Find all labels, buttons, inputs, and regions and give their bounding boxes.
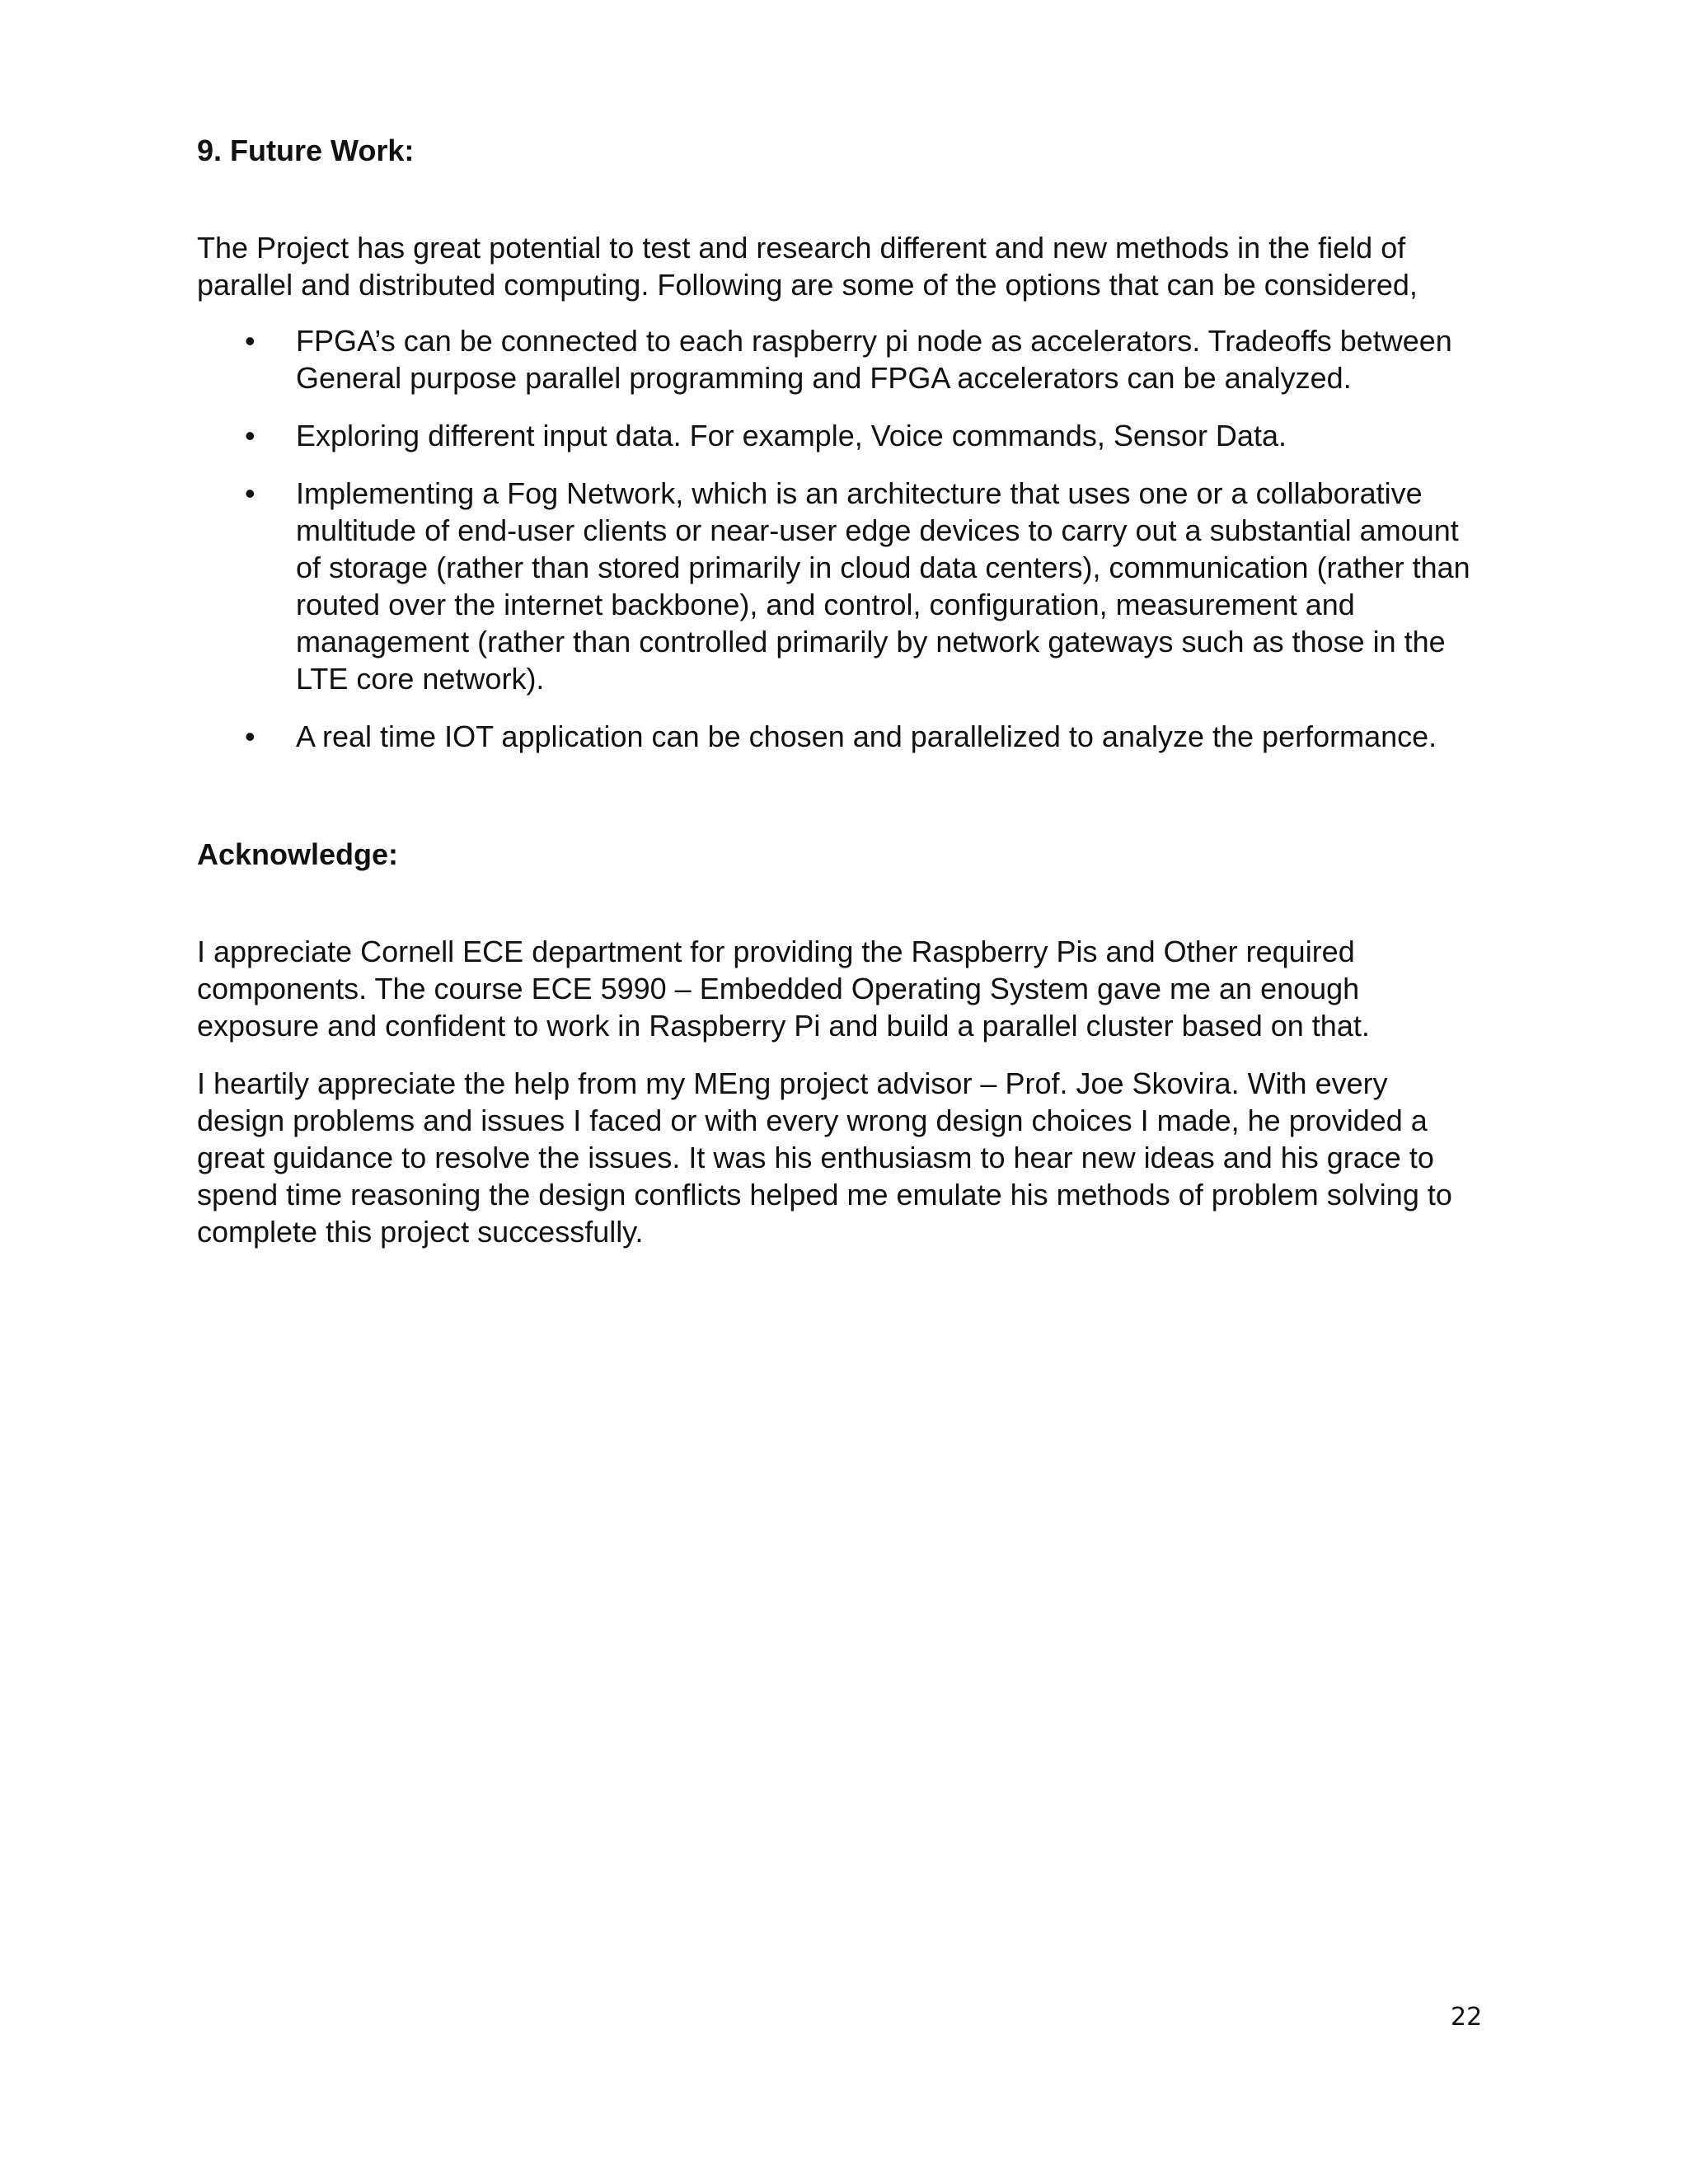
bullet-icon: • [245,719,256,753]
list-item-text: FPGA’s can be connected to each raspberry pi node as accelerators. Tradeoffs between General purpose parallel programming and FPGA accelerators can be analyzed. [296,324,1452,395]
list-item [197,718,1483,755]
acknowledge-paragraph-1: I appreciate Cornell ECE department for providing the Raspberry Pis and Other required components. The course ECE 5990 – Embedded Operating System gave me an enough exposure and confident to work in Raspberry Pi and build a parallel cluster based on that. [197,935,1370,1043]
list-item-text: A real time IOT application can be chosen and parallelized to analyze the performance. [296,719,1437,753]
future-work-heading: 9. Future Work: [197,134,415,167]
future-work-intro: The Project has great potential to test and research different and new methods in the field of parallel and distributed computing. Following are some of the options that can be considered, [197,231,1418,302]
bullet-icon: • [245,419,256,452]
bullet-icon: • [245,476,256,510]
bullet-icon: • [245,324,256,358]
list-item [197,322,1483,396]
page-number: 22 [1451,2003,1483,2032]
acknowledge-heading: Acknowledge: [197,837,399,871]
list-item [197,417,1483,454]
page-content [197,132,1483,1250]
future-work-list [197,322,1483,755]
acknowledge-paragraph-2: I heartily appreciate the help from my MEng project advisor – Prof. Joe Skovira. With every design problems and issues I faced or with every wrong design choices I made, he provided a great guidance to resolve the issues. It was his enthusiasm to hear new ideas and his grace to spend time reasoning the design conflicts helped me emulate his methods of problem solving to complete this project successfully. [197,1066,1452,1249]
list-item-text: Exploring different input data. For example, Voice commands, Sensor Data. [296,419,1287,452]
list-item [197,475,1483,697]
list-item-text: Implementing a Fog Network, which is an architecture that uses one or a collaborative multitude of end-user clients or near-user edge devices to carry out a substantial amount of storage (rather than stored primarily in cloud data centers), communication (rather than routed over the internet backbone), and control, configuration, measurement and management (rather than controlled primarily by network gateways such as those in the LTE core network). [296,476,1470,696]
